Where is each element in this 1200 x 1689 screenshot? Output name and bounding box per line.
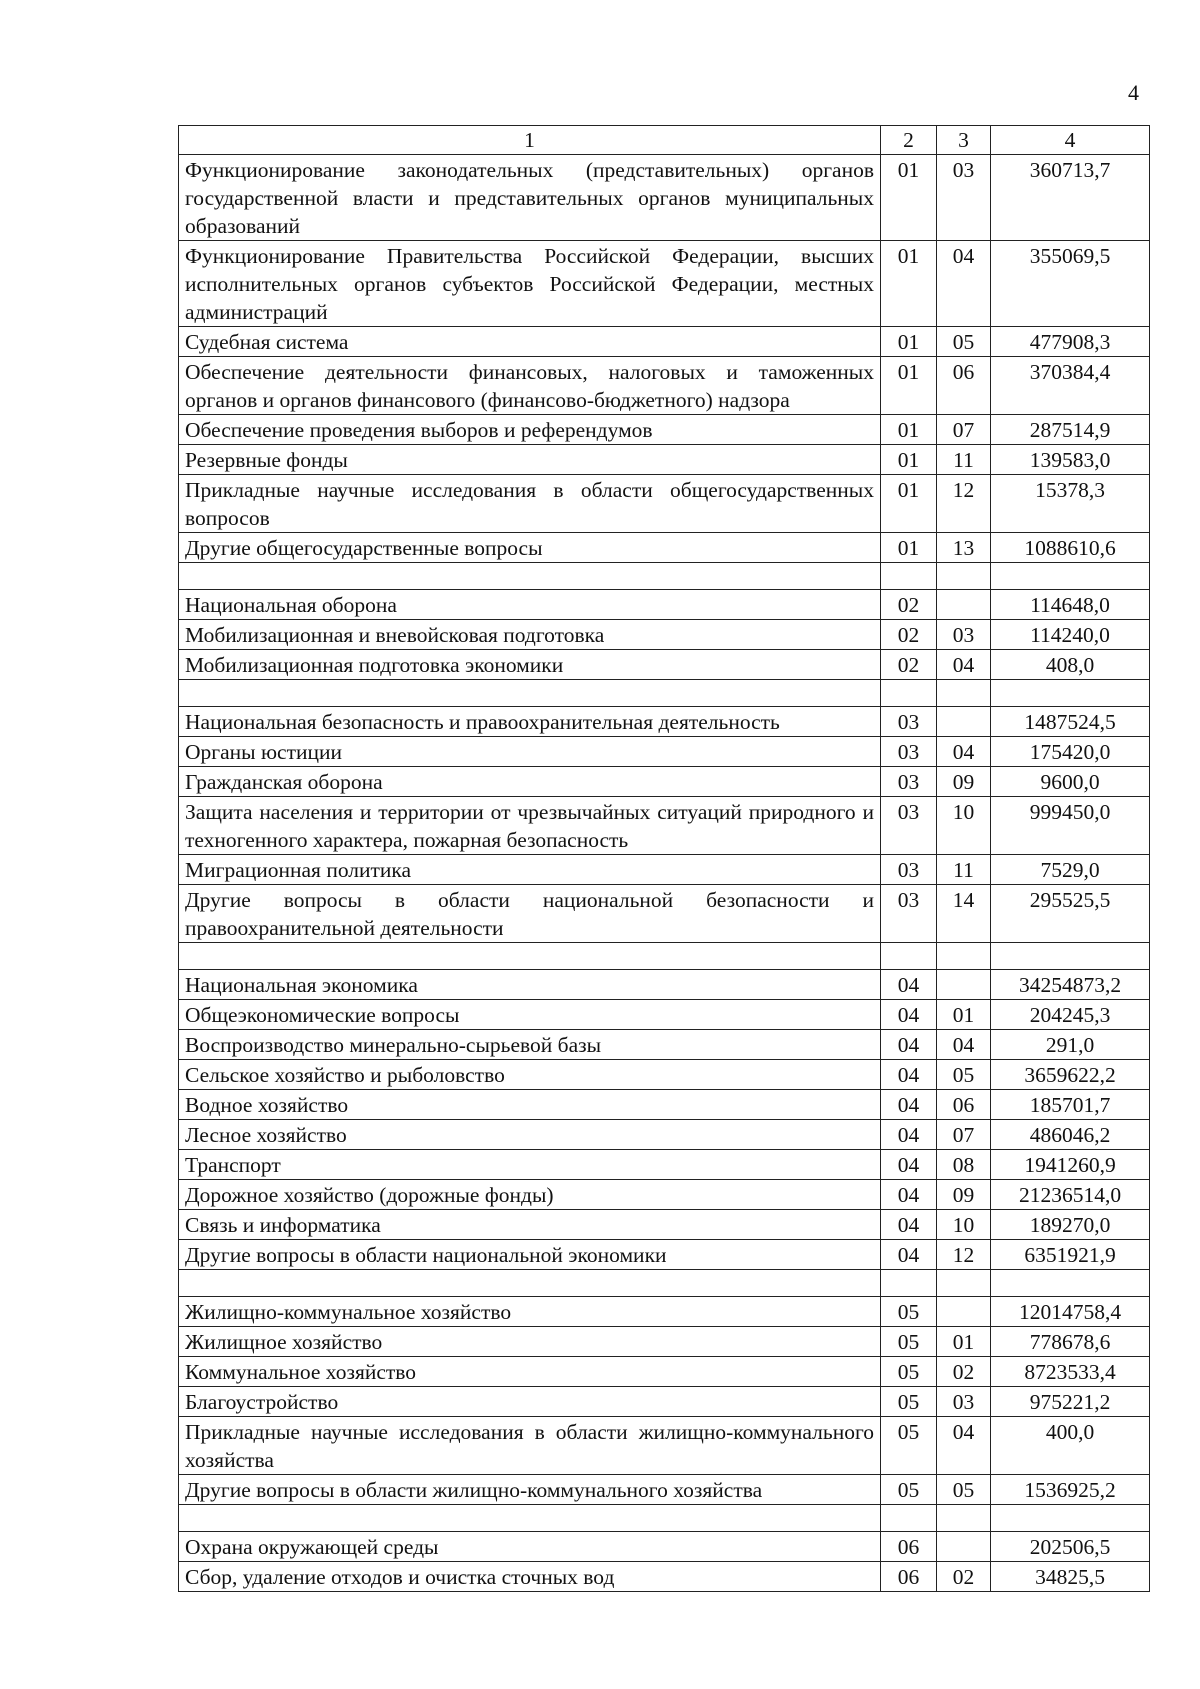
empty-cell [937,1270,991,1297]
amount-cell: 9600,0 [991,767,1150,797]
empty-cell [937,1505,991,1532]
table-row [179,1000,1150,1030]
section-code-cell: 04 [881,970,937,1000]
table-row [179,620,1150,650]
row-name-cell: Жилищное хозяйство [179,1327,881,1357]
row-name-cell: Функционирование Правительства Российской Федерации, высших исполнительных органов субъектов Российской Федерации, местных администраций [179,241,881,327]
table-row [179,970,1150,1000]
amount-cell: 486046,2 [991,1120,1150,1150]
empty-cell [179,680,881,707]
empty-cell [881,680,937,707]
amount-cell: 8723533,4 [991,1357,1150,1387]
column-header-2: 2 [881,126,937,155]
amount-cell: 370384,4 [991,357,1150,415]
empty-cell [991,563,1150,590]
amount-cell: 287514,9 [991,415,1150,445]
subsection-code-cell: 04 [937,1030,991,1060]
table-row [179,357,1150,415]
table-row [179,241,1150,327]
table-row [179,1387,1150,1417]
table-row [179,855,1150,885]
empty-cell [937,680,991,707]
table-row [179,1297,1150,1327]
table-row [179,1475,1150,1505]
row-name-cell: Национальная безопасность и правоохранительная деятельность [179,707,881,737]
subsection-code-cell: 05 [937,1475,991,1505]
empty-cell [937,943,991,970]
row-name-cell: Мобилизационная и вневойсковая подготовка [179,620,881,650]
table-row [179,1240,1150,1270]
amount-cell: 7529,0 [991,855,1150,885]
row-name-cell: Другие вопросы в области национальной экономики [179,1240,881,1270]
table-row [179,1120,1150,1150]
empty-cell [881,563,937,590]
column-header-1: 1 [179,126,881,155]
amount-cell: 34825,5 [991,1562,1150,1592]
subsection-code-cell: 13 [937,533,991,563]
subsection-code-cell [937,1532,991,1562]
table-row [179,415,1150,445]
row-name-cell: Резервные фонды [179,445,881,475]
empty-cell [179,563,881,590]
row-name-cell: Лесное хозяйство [179,1120,881,1150]
subsection-code-cell: 07 [937,1120,991,1150]
amount-cell: 400,0 [991,1417,1150,1475]
section-code-cell: 04 [881,1150,937,1180]
row-name-cell: Дорожное хозяйство (дорожные фонды) [179,1180,881,1210]
empty-cell [991,943,1150,970]
section-code-cell: 01 [881,475,937,533]
subsection-code-cell: 06 [937,357,991,415]
subsection-code-cell: 07 [937,415,991,445]
spacer-row [179,1505,1150,1532]
subsection-code-cell: 04 [937,737,991,767]
section-code-cell: 05 [881,1387,937,1417]
row-name-cell: Национальная экономика [179,970,881,1000]
table-row [179,707,1150,737]
spacer-row [179,943,1150,970]
empty-cell [179,1505,881,1532]
section-code-cell: 03 [881,797,937,855]
subsection-code-cell: 10 [937,797,991,855]
amount-cell: 204245,3 [991,1000,1150,1030]
section-code-cell: 01 [881,415,937,445]
section-code-cell: 04 [881,1090,937,1120]
table-row [179,767,1150,797]
section-code-cell: 01 [881,155,937,241]
table-row [179,1417,1150,1475]
subsection-code-cell: 02 [937,1357,991,1387]
amount-cell: 295525,5 [991,885,1150,943]
section-code-cell: 01 [881,357,937,415]
subsection-code-cell: 02 [937,1562,991,1592]
subsection-code-cell: 04 [937,650,991,680]
subsection-code-cell: 11 [937,855,991,885]
amount-cell: 185701,7 [991,1090,1150,1120]
spacer-row [179,1270,1150,1297]
subsection-code-cell: 09 [937,1180,991,1210]
amount-cell: 999450,0 [991,797,1150,855]
empty-cell [179,1270,881,1297]
section-code-cell: 06 [881,1532,937,1562]
row-name-cell: Функционирование законодательных (представительных) органов государственной власти и представительных органов муниципальных образований [179,155,881,241]
table-row [179,1210,1150,1240]
subsection-code-cell: 06 [937,1090,991,1120]
section-code-cell: 06 [881,1562,937,1592]
table-row [179,885,1150,943]
table-row [179,445,1150,475]
amount-cell: 355069,5 [991,241,1150,327]
amount-cell: 1941260,9 [991,1150,1150,1180]
section-code-cell: 04 [881,1030,937,1060]
subsection-code-cell: 03 [937,155,991,241]
section-code-cell: 03 [881,855,937,885]
table-row [179,1060,1150,1090]
amount-cell: 139583,0 [991,445,1150,475]
table-row [179,1150,1150,1180]
row-name-cell: Защита населения и территории от чрезвычайных ситуаций природного и техногенного характера, пожарная безопасность [179,797,881,855]
subsection-code-cell: 09 [937,767,991,797]
section-code-cell: 01 [881,241,937,327]
section-code-cell: 05 [881,1417,937,1475]
table-header-row [179,126,1150,155]
subsection-code-cell [937,1297,991,1327]
table-row [179,327,1150,357]
amount-cell: 1088610,6 [991,533,1150,563]
section-code-cell: 03 [881,707,937,737]
section-code-cell: 01 [881,533,937,563]
subsection-code-cell: 08 [937,1150,991,1180]
row-name-cell: Водное хозяйство [179,1090,881,1120]
table-row [179,533,1150,563]
row-name-cell: Национальная оборона [179,590,881,620]
row-name-cell: Охрана окружающей среды [179,1532,881,1562]
empty-cell [881,943,937,970]
subsection-code-cell: 12 [937,1240,991,1270]
row-name-cell: Обеспечение деятельности финансовых, налоговых и таможенных органов и органов финансового (финансово-бюджетного) надзора [179,357,881,415]
row-name-cell: Мобилизационная подготовка экономики [179,650,881,680]
subsection-code-cell: 01 [937,1327,991,1357]
amount-cell: 202506,5 [991,1532,1150,1562]
table-row [179,155,1150,241]
amount-cell: 408,0 [991,650,1150,680]
table-row [179,590,1150,620]
row-name-cell: Другие вопросы в области жилищно-коммунального хозяйства [179,1475,881,1505]
subsection-code-cell: 03 [937,1387,991,1417]
amount-cell: 12014758,4 [991,1297,1150,1327]
row-name-cell: Жилищно-коммунальное хозяйство [179,1297,881,1327]
amount-cell: 15378,3 [991,475,1150,533]
section-code-cell: 03 [881,767,937,797]
table-row [179,1180,1150,1210]
row-name-cell: Органы юстиции [179,737,881,767]
empty-cell [881,1505,937,1532]
spacer-row [179,563,1150,590]
subsection-code-cell: 01 [937,1000,991,1030]
subsection-code-cell: 14 [937,885,991,943]
section-code-cell: 04 [881,1240,937,1270]
row-name-cell: Обеспечение проведения выборов и референдумов [179,415,881,445]
table-row [179,797,1150,855]
amount-cell: 114648,0 [991,590,1150,620]
row-name-cell: Прикладные научные исследования в области жилищно-коммунального хозяйства [179,1417,881,1475]
section-code-cell: 05 [881,1475,937,1505]
row-name-cell: Воспроизводство минерально-сырьевой базы [179,1030,881,1060]
subsection-code-cell: 03 [937,620,991,650]
row-name-cell: Транспорт [179,1150,881,1180]
section-code-cell: 03 [881,885,937,943]
row-name-cell: Другие общегосударственные вопросы [179,533,881,563]
row-name-cell: Гражданская оборона [179,767,881,797]
table-row [179,475,1150,533]
subsection-code-cell [937,970,991,1000]
section-code-cell: 04 [881,1000,937,1030]
empty-cell [991,680,1150,707]
budget-table-body [179,126,1150,1592]
section-code-cell: 04 [881,1210,937,1240]
subsection-code-cell: 05 [937,1060,991,1090]
amount-cell: 3659622,2 [991,1060,1150,1090]
amount-cell: 1487524,5 [991,707,1150,737]
spacer-row [179,680,1150,707]
table-row [179,1327,1150,1357]
section-code-cell: 02 [881,620,937,650]
section-code-cell: 04 [881,1180,937,1210]
subsection-code-cell: 11 [937,445,991,475]
subsection-code-cell: 12 [937,475,991,533]
amount-cell: 360713,7 [991,155,1150,241]
section-code-cell: 02 [881,650,937,680]
empty-cell [937,563,991,590]
section-code-cell: 05 [881,1327,937,1357]
section-code-cell: 01 [881,445,937,475]
row-name-cell: Общеэкономические вопросы [179,1000,881,1030]
page-number: 4 [1128,80,1139,105]
table-row [179,1532,1150,1562]
section-code-cell: 05 [881,1297,937,1327]
amount-cell: 477908,3 [991,327,1150,357]
section-code-cell: 03 [881,737,937,767]
amount-cell: 189270,0 [991,1210,1150,1240]
subsection-code-cell: 05 [937,327,991,357]
section-code-cell: 05 [881,1357,937,1387]
empty-cell [179,943,881,970]
subsection-code-cell [937,707,991,737]
row-name-cell: Благоустройство [179,1387,881,1417]
amount-cell: 114240,0 [991,620,1150,650]
row-name-cell: Связь и информатика [179,1210,881,1240]
column-header-3: 3 [937,126,991,155]
table-row [179,737,1150,767]
amount-cell: 1536925,2 [991,1475,1150,1505]
subsection-code-cell: 10 [937,1210,991,1240]
amount-cell: 21236514,0 [991,1180,1150,1210]
subsection-code-cell: 04 [937,241,991,327]
column-header-4: 4 [991,126,1150,155]
section-code-cell: 02 [881,590,937,620]
section-code-cell: 04 [881,1120,937,1150]
empty-cell [991,1270,1150,1297]
amount-cell: 778678,6 [991,1327,1150,1357]
row-name-cell: Сельское хозяйство и рыболовство [179,1060,881,1090]
section-code-cell: 04 [881,1060,937,1090]
table-row [179,1357,1150,1387]
section-code-cell: 01 [881,327,937,357]
amount-cell: 34254873,2 [991,970,1150,1000]
table-row [179,1562,1150,1592]
row-name-cell: Сбор, удаление отходов и очистка сточных вод [179,1562,881,1592]
table-row [179,1030,1150,1060]
subsection-code-cell [937,590,991,620]
amount-cell: 6351921,9 [991,1240,1150,1270]
subsection-code-cell: 04 [937,1417,991,1475]
amount-cell: 175420,0 [991,737,1150,767]
row-name-cell: Миграционная политика [179,855,881,885]
empty-cell [881,1270,937,1297]
empty-cell [991,1505,1150,1532]
table-row [179,650,1150,680]
amount-cell: 291,0 [991,1030,1150,1060]
budget-table [178,125,1150,1592]
row-name-cell: Судебная система [179,327,881,357]
row-name-cell: Прикладные научные исследования в области общегосударственных вопросов [179,475,881,533]
table-row [179,1090,1150,1120]
row-name-cell: Коммунальное хозяйство [179,1357,881,1387]
amount-cell: 975221,2 [991,1387,1150,1417]
row-name-cell: Другие вопросы в области национальной безопасности и правоохранительной деятельности [179,885,881,943]
